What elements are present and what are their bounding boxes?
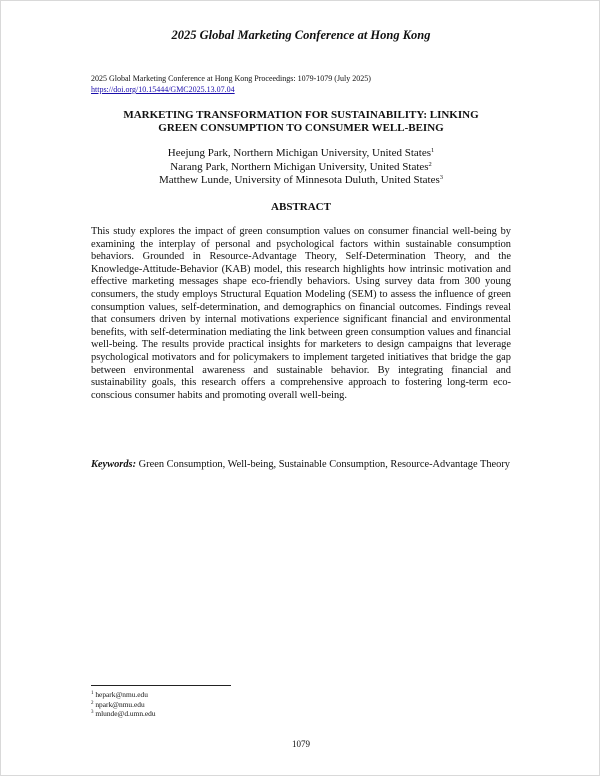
footnote	[91, 709, 156, 719]
keywords-label: Keywords:	[91, 459, 137, 470]
author-affiliation: Narang Park, Northern Michigan University, United States	[170, 160, 429, 173]
footnote-email: npark@nmu.edu	[95, 699, 145, 709]
footnote-marker: 1	[91, 691, 94, 696]
proceedings-citation: 2025 Global Marketing Conference at Hong Kong Proceedings: 1079-1079 (July 2025)	[91, 74, 371, 83]
footnote-marker: 2	[428, 160, 432, 168]
footnote-email: mlunde@d.umn.edu	[95, 709, 156, 718]
footnote-divider	[91, 685, 231, 686]
footnote	[91, 700, 156, 710]
keywords	[91, 459, 511, 472]
footnote-marker: 2	[91, 700, 94, 706]
author-affiliation: Heejung Park, Northern Michigan University, United States	[167, 147, 431, 159]
footnotes	[91, 690, 156, 719]
abstract-text: This study explores the impact of green consumption values on consumer financial well-being by examining the interplay of personal and psychological factors within sustainable consumption behaviors. Grounded in Resource-Advantage Theory, Self-Determination Theory, and the Knowledge-Attitude-Behavior (KAB) model, this research highlights how intrinsic motivation and effective marketing messages shape eco-friendly behaviors. Using survey data from 300 young consumers, the study employs Structural Equation Modeling (SEM) to assess the influence of green consumption values, self-determination, and demographics on financial outcomes. Findings reveal that consumers driven by internal motivations experience significant financial and environmental benefits, with self-determination mediating the link between green consumption values and financial well-being. The results provide practical insights for marketers to design campaigns that leverage psychological motivators and for policymakers to implement targeted initiatives that bridge the gap between environmental awareness and sustainable behavior. By integrating financial and sustainability goals, this research offers a comprehensive approach to fostering long-term eco-conscious consumer habits and promoting overall well-being.	[91, 226, 511, 401]
keywords-text: Green Consumption, Well-being, Sustainable Consumption, Resource-Advantage Theory	[138, 459, 510, 470]
footnote-marker: 3	[439, 174, 443, 181]
author-line	[91, 174, 511, 188]
author-line	[91, 147, 511, 161]
title-line: GREEN CONSUMPTION TO CONSUMER WELL-BEING	[158, 122, 444, 134]
footnote-marker: 1	[430, 147, 435, 154]
footnote-email: hepark@nmu.edu	[95, 690, 148, 699]
title-line: MARKETING TRANSFORMATION FOR SUSTAINABILITY: LINKING	[123, 109, 479, 121]
footnote-marker: 3	[91, 710, 94, 715]
proceedings-info	[91, 73, 371, 95]
doi-link[interactable]: https://doi.org/10.15444/GMC2025.13.07.04	[91, 85, 235, 94]
author-line	[91, 161, 511, 175]
paper-title	[91, 109, 511, 135]
page-number: 1079	[292, 739, 310, 749]
author-affiliation: Matthew Lunde, University of Minnesota Duluth, United States	[158, 174, 440, 186]
footnote	[91, 690, 156, 700]
abstract-heading: ABSTRACT	[271, 201, 331, 213]
author-list	[91, 147, 511, 188]
running-head: 2025 Global Marketing Conference at Hong Kong	[171, 28, 431, 42]
